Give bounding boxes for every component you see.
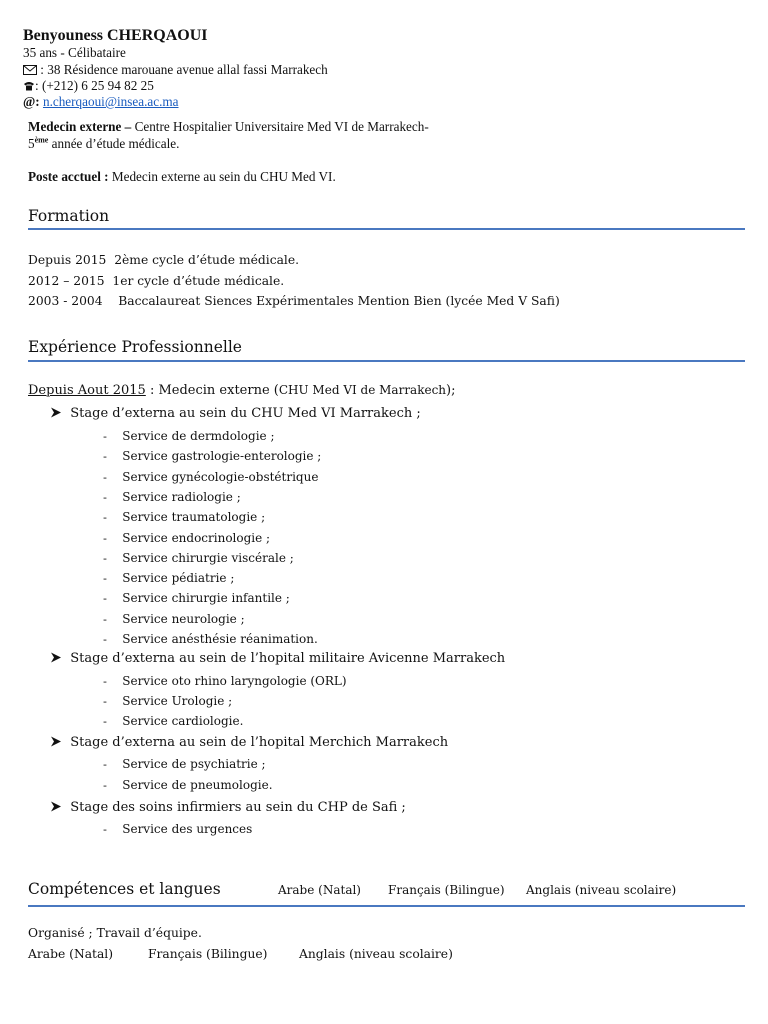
formation-item [28,253,299,267]
experience-role: : Medecin externe ( [145,383,279,398]
service-item: - Service de psychiatrie ; [103,757,266,771]
email-line [23,94,179,109]
service-item: - Service neurologie ; [103,612,245,626]
stage-title [50,735,448,750]
skills-inline-lang: Français (Bilingue) [388,883,505,897]
qualities: Organisé ; Travail d’équipe. [28,926,202,940]
service-text: Service radiologie ; [122,490,241,504]
service-text: Service des urgences [122,822,253,836]
experience-date: Depuis Aout 2015 [28,383,146,398]
stage-title [50,406,421,421]
service-item: - Service gastrologie-enterologie ; [103,449,322,463]
formation-date: 2012 – 2015 [28,274,105,288]
year-sup: ème [34,135,49,145]
service-text: Service Urologie ; [122,694,233,708]
email-prefix: @: [23,94,40,109]
service-item: - Service gynécologie-obstétrique [103,470,319,484]
role-bold: Medecin externe – [28,119,132,134]
experience-title: Expérience Professionnelle [28,338,242,356]
poste-line [28,169,336,184]
formation-date: Depuis 2015 [28,253,107,267]
service-item: - Service cardiologie. [103,714,244,728]
service-text: Service de dermdologie ; [122,429,275,443]
service-item: - Service traumatologie ; [103,510,266,524]
formation-text: 1er cycle d’étude médicale. [112,274,285,288]
experience-header [28,383,455,398]
service-text: Service chirurgie infantile ; [122,591,290,605]
arrow-bullet-icon [50,652,62,666]
lang-item: Arabe (Natal) [28,947,114,961]
year-number: 5 [28,136,35,151]
experience-place: CHU Med VI de Marrakech [278,383,447,397]
skills-inline-lang: Anglais (niveau scolaire) [526,883,677,897]
poste-value: Medecin externe au sein du CHU Med VI. [108,169,336,184]
envelope-icon [23,63,37,78]
skills-title: Compétences et langues [28,880,221,898]
service-item: - Service de dermdologie ; [103,429,275,443]
formation-item [28,274,284,288]
service-text: Service cardiologie. [122,714,244,728]
formation-text: Baccalaureat Siences Expérimentales Mention Bien (lycée Med V Safi) [118,294,560,308]
service-text: Service gastrologie-enterologie ; [122,449,322,463]
arrow-bullet-icon [50,407,62,421]
service-text: Service de pneumologie. [122,778,273,792]
skills-rule [28,905,745,907]
role-line [28,119,429,134]
service-item: - Service de pneumologie. [103,778,273,792]
address-line [23,62,328,78]
service-text: Service anésthésie réanimation. [122,632,318,646]
service-item: - Service chirurgie viscérale ; [103,551,294,565]
lang-item: Français (Bilingue) [148,947,268,961]
service-text: Service traumatologie ; [122,510,266,524]
stage-title-text: Stage d’externa au sein de l’hopital Merchich Marrakech [70,735,449,750]
stage-title-text: Stage des soins infirmiers au sein du CHP de Safi ; [70,800,406,815]
service-text: Service neurologie ; [122,612,245,626]
service-text: Service gynécologie-obstétrique [122,470,319,484]
formation-date: 2003 - 2004 [28,294,103,308]
email-link[interactable]: n.cherqaoui@insea.ac.ma [42,94,179,109]
address-text: : 38 Résidence marouane avenue allal fassi Marrakech [37,62,328,77]
role-rest: Centre Hospitalier Universitaire Med VI de Marrakech- [131,119,429,134]
formation-text: 2ème cycle d’étude médicale. [114,253,300,267]
service-text: Service chirurgie viscérale ; [122,551,294,565]
formation-title: Formation [28,207,110,225]
year-rest: année d’étude médicale. [48,136,180,151]
lang-item: Anglais (niveau scolaire) [299,947,453,961]
service-item: - Service endocrinologie ; [103,531,271,545]
year-line [28,136,179,151]
experience-place-end: ); [446,383,456,398]
formation-item [28,294,560,308]
service-item: - Service pédiatrie ; [103,571,235,585]
service-item: - Service chirurgie infantile ; [103,591,290,605]
service-item: - Service radiologie ; [103,490,241,504]
stage-title [50,800,406,815]
service-text: Service endocrinologie ; [122,531,271,545]
service-text: Service oto rhino laryngologie (ORL) [122,674,347,688]
phone-icon [23,79,35,94]
stage-title-text: Stage d’externa au sein de l’hopital militaire Avicenne Marrakech [70,651,506,666]
experience-rule [28,360,745,362]
skills-inline-lang: Arabe (Natal) [278,883,361,897]
age-status: 35 ans - Célibataire [23,45,126,60]
service-item: - Service oto rhino laryngologie (ORL) [103,674,347,688]
stage-title-text: Stage d’externa au sein du CHU Med VI Marrakech ; [70,406,421,421]
phone-line [23,78,154,94]
service-item: - Service Urologie ; [103,694,233,708]
service-text: Service de psychiatrie ; [122,757,266,771]
service-text: Service pédiatrie ; [122,571,235,585]
arrow-bullet-icon [50,736,62,750]
stage-title [50,651,505,666]
poste-label: Poste acctuel : [28,169,109,184]
candidate-name: Benyouness CHERQAOUI [23,27,208,44]
service-item: - Service des urgences [103,822,253,836]
arrow-bullet-icon [50,801,62,815]
formation-rule [28,228,745,230]
service-item: - Service anésthésie réanimation. [103,632,318,646]
phone-text: : (+212) 6 25 94 82 25 [35,78,154,93]
